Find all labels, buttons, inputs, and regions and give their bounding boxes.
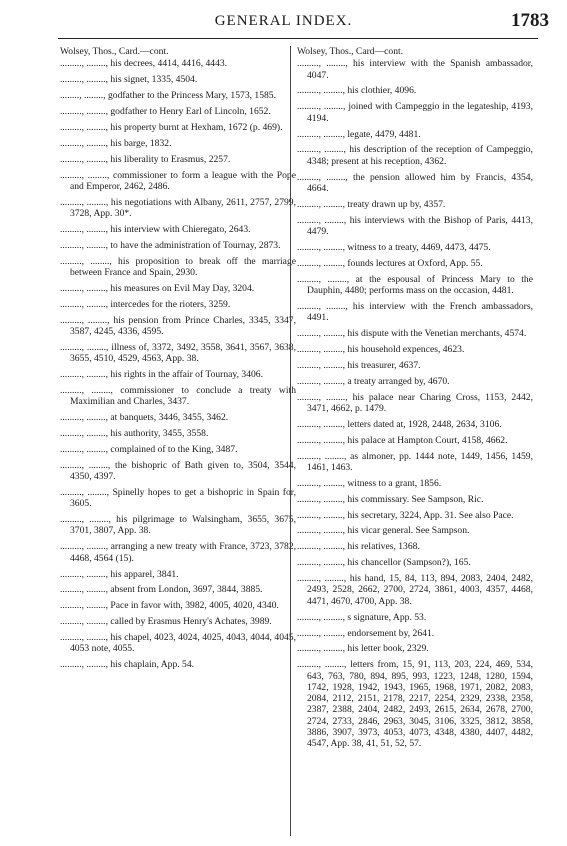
index-entry: ........., ........, his interview with the Spanish ambassador, 4047. <box>297 58 533 81</box>
index-entry: ........., ........, his pilgrimage to Walsingham, 3655, 3675, 3701, 3807, App. 38. <box>60 514 296 537</box>
column-heading: Wolsey, Thos., Card.—cont. <box>60 46 169 57</box>
column-divider <box>290 46 291 836</box>
index-entry: ........., ........, his household expences, 4623. <box>297 343 465 355</box>
index-entry: ........., ........, called by Erasmus Henry's Achates, 3989. <box>60 616 272 628</box>
index-entry: ........., ........, founds lectures at Oxford, App. 55. <box>297 257 483 269</box>
index-entry: ........., ........, witness to a grant, 1856. <box>297 477 442 489</box>
index-entry: ........., ........, legate, 4479, 4481. <box>297 128 421 140</box>
index-entry: ........., ........, his vicar general. See Sampson. <box>297 525 470 537</box>
index-entry: ........., ........, letters from, 15, 91, 113, 203, 224, 469, 534, 643, 763, 780, 894, 895, 993, 1223, 1248, 1280, 1594, 1742, 1928, 1942, 1943, 1965, 1968, 1971, 2082, 2083, 2084, 2112, 2151, 2178, 2217, 2254, 2329, 2338, 2358, 2387, 2388, 2404, 2482, 2493, 2615, 2634, 2678, 2700, 2724, 2733, 2846, 2963, 3045, 3106, 3325, 3812, 3858, 3886, 3907, 3973, 4053, 4073, 4348, 4380, 4407, 4482, 4547, App. 38, 41, 51, 52, 57. <box>297 659 533 750</box>
index-entry: ........., ........, his chancellor (Sampson?), 165. <box>297 557 471 569</box>
index-entry: ........., ........, letters dated at, 1928, 2448, 2634, 3106. <box>297 418 502 430</box>
index-entry: ........., ........, the pension allowed him by Francis, 4354, 4664. <box>297 171 533 194</box>
index-entry: ........., ........, s signature, App. 53. <box>297 611 427 623</box>
page-header <box>0 10 567 38</box>
index-entry: ........., ........, his description of the reception of Campeggio, 4348; present at his reception, 4362. <box>297 144 533 167</box>
index-entry: ........., ........, his apparel, 3841. <box>60 568 179 580</box>
index-entry: ........., ........, his chapel, 4023, 4024, 4025, 4043, 4044, 4045, 4053 note, 4055. <box>60 632 296 655</box>
right-column <box>297 46 533 754</box>
index-entry: ........., ........, endorsement by, 2641. <box>297 627 435 639</box>
index-entry: ........., ........, illness of, 3372, 3492, 3558, 3641, 3567, 3638, 3655, 4510, 4529, 4563, App. 38. <box>60 341 296 365</box>
column-heading: Wolsey, Thos., Card—cont. <box>297 46 404 57</box>
index-entry: ........., ........, his decrees, 4414, 4416, 4443. <box>60 58 228 70</box>
index-entry: ........., ........, his relatives, 1368. <box>297 541 420 553</box>
index-entry: ........., ........, his dispute with the Venetian merchants, 4574. <box>297 328 527 340</box>
index-entry: ........., ........, his measures on Evil May Day, 3204. <box>60 282 255 294</box>
index-entry: ........., ........, complained of to the King, 3487. <box>60 443 238 455</box>
index-entry: ........., ........, commissioner to conclude a treaty with Maximilian and Charles, 3437. <box>60 384 296 408</box>
left-column <box>60 46 296 675</box>
index-entry: ........., ........, his proposition to break off the marriage between France and Spain, 2930. <box>60 255 296 278</box>
index-entry: ........., ........, treaty drawn up by, 4357. <box>297 198 446 210</box>
index-entry: ........., ........, his letter book, 2329. <box>297 643 429 655</box>
index-entry: ........., ........, his treasurer, 4637. <box>297 359 421 371</box>
index-entry: ........., ........, his commissary. See Sampson, Ric. <box>297 493 484 505</box>
index-entry: ........., ........, his interview with Chieregato, 2643. <box>60 223 251 235</box>
index-entry: ........., ........, arranging a new treaty with France, 3723, 3782, 4468, 4564 (15). <box>60 541 296 564</box>
index-entry: ........., ........, his property burnt at Hexham, 1672 (p. 469). <box>60 121 283 133</box>
index-entry: ........, ........, godfather to the Princess Mary, 1573, 1585. <box>60 90 277 102</box>
index-entry: ........., ........, the bishopric of Bath given to, 3504, 3544, 4350, 4397. <box>60 459 296 483</box>
index-entry: ........., ........, to have the administration of Tournay, 2873. <box>60 239 281 251</box>
index-entry: ........., ........, his liberality to Erasmus, 2257. <box>60 153 231 165</box>
index-entry: ........., ........, his interviews with the Bishop of Paris, 4413, 4479. <box>297 214 533 238</box>
index-entry: ........., ........, his signet, 1335, 4504. <box>60 74 198 86</box>
index-entry: ........., ........, his palace near Charing Cross, 1153, 2442, 3471, 4662, p. 1479. <box>297 391 533 414</box>
index-entry: ........., ........, his barge, 1832. <box>60 137 172 149</box>
index-entry: ........., ........, intercedes for the rioters, 3259. <box>60 298 231 310</box>
page-number: 1783 <box>511 10 549 31</box>
index-entry: ........., ........, his chaplain, App. 54. <box>60 659 195 671</box>
index-entry: ........., ........, his pension from Prince Charles, 3345, 3347, 3587, 4245, 4336, 4595. <box>60 314 296 337</box>
index-entry: ........., ........, joined with Campeggio in the legateship, 4193, 4194. <box>297 101 533 124</box>
left-entry-list <box>60 58 296 670</box>
index-entry: ........., ........, a treaty arranged by, 4670. <box>297 375 450 387</box>
index-entry: ........., ........, his negotiations with Albany, 2611, 2757, 2799, 3728, App. 30*. <box>60 196 296 220</box>
index-entry: ........., ........, absent from London, 3697, 3844, 3885. <box>60 584 263 596</box>
right-entry-list <box>297 58 533 749</box>
index-entry: ........., ........, at banquets, 3446, 3455, 3462. <box>60 412 229 424</box>
index-entry: ........., ........, his authority, 3455, 3558. <box>60 428 209 439</box>
running-title: GENERAL INDEX. <box>214 13 353 29</box>
index-entry: ........., ........, as almoner, pp. 1444 note, 1449, 1456, 1459, 1461, 1463. <box>297 450 533 473</box>
index-entry: ........., ........, Spinelly hopes to get a bishopric in Spain for, 3605. <box>60 486 296 510</box>
index-entry: ........., ........, his secretary, 3224, App. 31. See also Pace. <box>297 509 514 521</box>
index-entry: ........., ........, godfather to Henry Earl of Lincoln, 1652. <box>60 105 271 117</box>
index-entry: ........., ........, his hand, 15, 84, 113, 894, 2083, 2404, 2482, 2493, 2528, 2662, 2700, 2724, 3861, 4003, 4357, 4468, 4471, 4670, 4700, App. 38. <box>297 573 533 607</box>
index-entry: ........., ........, his rights in the affair of Tournay, 3406. <box>60 369 263 381</box>
index-entry: ........., ........, his palace at Hampton Court, 4158, 4662. <box>297 434 508 446</box>
header-rule <box>58 38 538 39</box>
index-entry: ........., ........, Pace in favor with, 3982, 4005, 4020, 4340. <box>60 600 279 612</box>
index-entry: ........., ........, at the espousal of Princess Mary to the Dauphin, 4480; performs mass on the occasion, 4481. <box>297 273 533 296</box>
index-entry: ........., ........, his clothier, 4096. <box>297 85 417 97</box>
index-entry: ........., ........, witness to a treaty, 4469, 4473, 4475. <box>297 241 491 253</box>
index-entry: ........., ........, commissioner to form a league with the Pope and Emperor, 2462, 2486. <box>60 169 296 192</box>
index-entry: ........., ........, his interview with the French ambassadors, 4491. <box>297 300 533 324</box>
